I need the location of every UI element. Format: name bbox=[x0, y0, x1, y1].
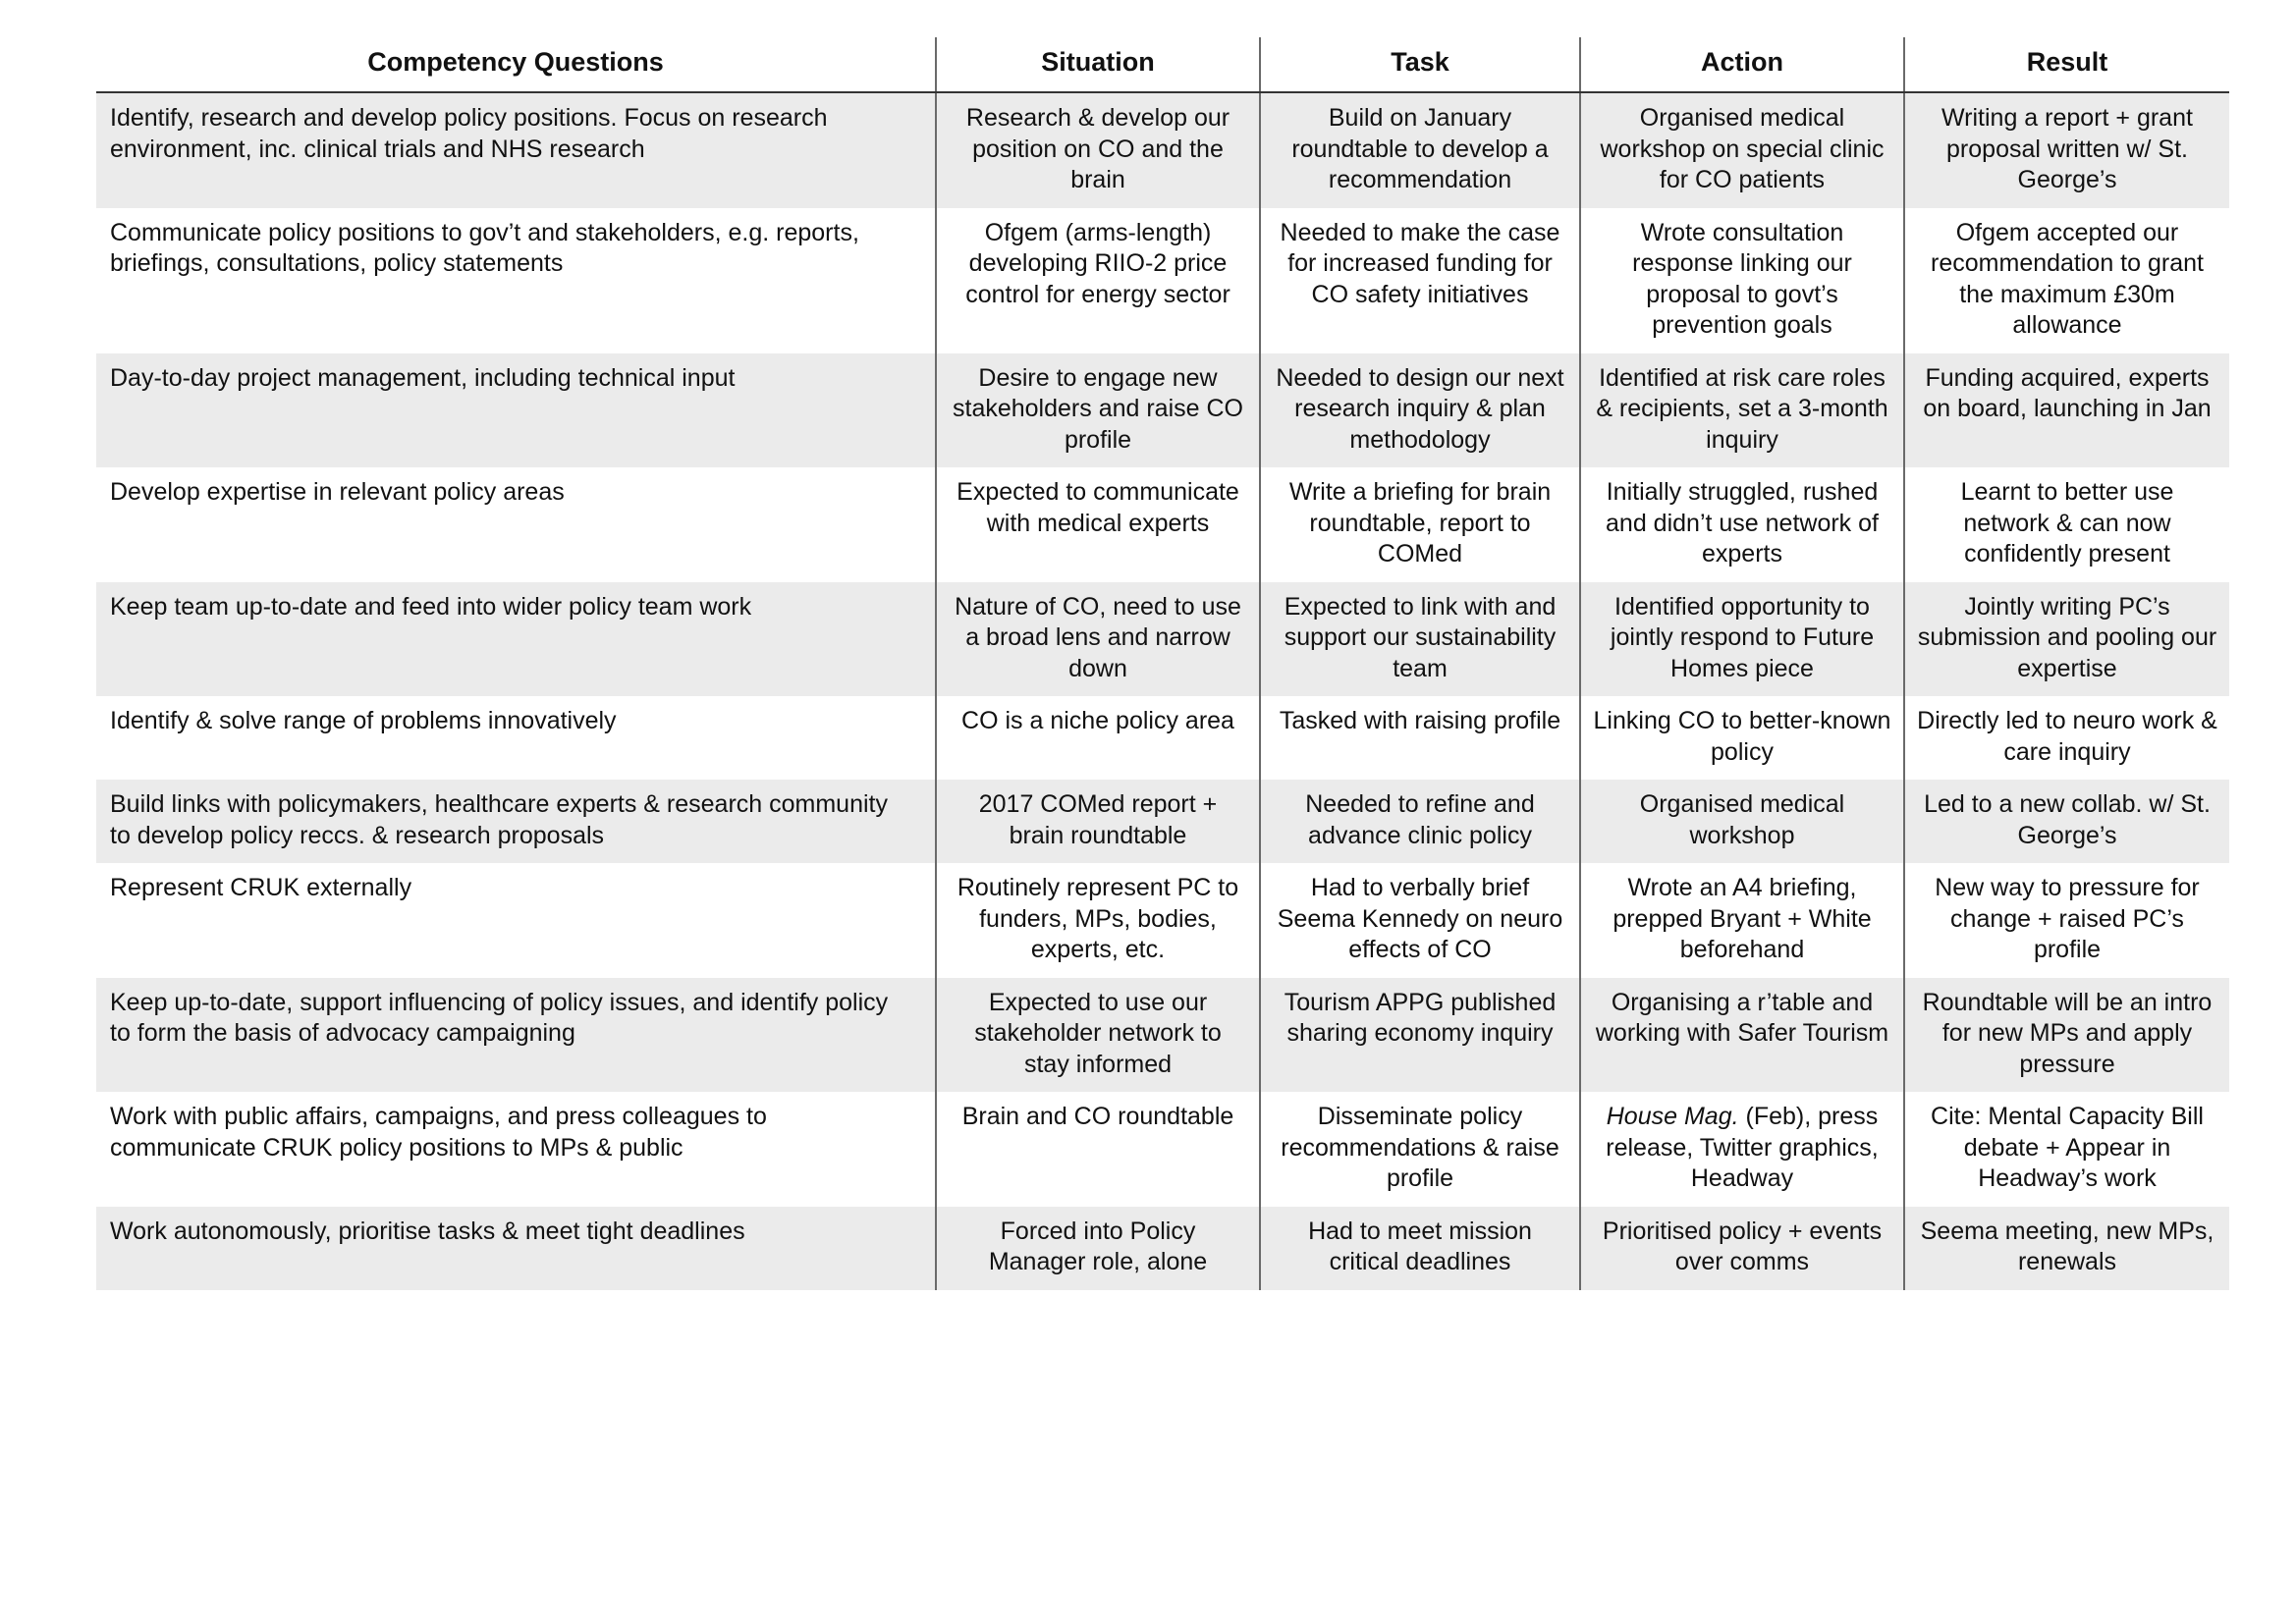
table-row bbox=[96, 208, 2229, 353]
cell-situation: CO is a niche policy area bbox=[936, 696, 1260, 780]
cell-task: Tourism APPG published sharing economy inquiry bbox=[1260, 978, 1580, 1093]
cell-action: Identified opportunity to jointly respond to Future Homes piece bbox=[1580, 582, 1904, 697]
cell-competency-questions: Build links with policymakers, healthcare experts & research community to develop policy reccs. & research proposals bbox=[110, 790, 888, 849]
cell-action: Linking CO to better-known policy bbox=[1580, 696, 1904, 780]
cell-action: Identified at risk care roles & recipients, set a 3-month inquiry bbox=[1580, 353, 1904, 468]
cell-result: Directly led to neuro work & care inquiry bbox=[1904, 696, 2229, 780]
competency-star-table bbox=[96, 37, 2229, 1290]
cell-result: Funding acquired, experts on board, launching in Jan bbox=[1904, 353, 2229, 468]
cell-situation: Nature of CO, need to use a broad lens and narrow down bbox=[936, 582, 1260, 697]
cell-situation: Research & develop our position on CO and the brain bbox=[936, 92, 1260, 208]
cell-action: Initially struggled, rushed and didn’t use network of experts bbox=[1580, 467, 1904, 582]
cell-situation: Forced into Policy Manager role, alone bbox=[936, 1207, 1260, 1290]
table-row bbox=[96, 863, 2229, 978]
cell-result: New way to pressure for change + raised PC’s profile bbox=[1904, 863, 2229, 978]
cell-situation: Expected to communicate with medical experts bbox=[936, 467, 1260, 582]
table-row bbox=[96, 780, 2229, 863]
cell-action: Organising a r’table and working with Safer Tourism bbox=[1580, 978, 1904, 1093]
table-row bbox=[96, 696, 2229, 780]
cell-competency-questions: Develop expertise in relevant policy areas bbox=[110, 478, 565, 506]
table-row bbox=[96, 1092, 2229, 1207]
cell-situation: 2017 COMed report + brain roundtable bbox=[936, 780, 1260, 863]
cell-situation: Expected to use our stakeholder network to stay informed bbox=[936, 978, 1260, 1093]
cell-action: Wrote consultation response linking our proposal to govt’s prevention goals bbox=[1580, 208, 1904, 353]
cell-competency-questions: Keep team up-to-date and feed into wider policy team work bbox=[110, 592, 752, 621]
table-row bbox=[96, 1207, 2229, 1290]
italic-text-segment: House Mag. bbox=[1606, 1103, 1739, 1130]
cell-result: Jointly writing PC’s submission and pooling our expertise bbox=[1904, 582, 2229, 697]
cell-result: Roundtable will be an intro for new MPs and apply pressure bbox=[1904, 978, 2229, 1093]
cell-competency-questions: Identify, research and develop policy positions. Focus on research environment, inc. clinical trials and NHS research bbox=[110, 104, 828, 163]
table-body bbox=[96, 92, 2229, 1290]
cell-task: Disseminate policy recommendations & raise profile bbox=[1260, 1092, 1580, 1207]
column-header-competency-questions: Competency Questions bbox=[96, 37, 936, 92]
cell-task: Needed to make the case for increased funding for CO safety initiatives bbox=[1260, 208, 1580, 353]
table-row bbox=[96, 978, 2229, 1093]
table-row bbox=[96, 353, 2229, 468]
cell-task: Write a briefing for brain roundtable, report to COMed bbox=[1260, 467, 1580, 582]
cell-result: Led to a new collab. w/ St. George’s bbox=[1904, 780, 2229, 863]
cell-result: Writing a report + grant proposal written w/ St. George’s bbox=[1904, 92, 2229, 208]
cell-competency-questions: Identify & solve range of problems innovatively bbox=[110, 707, 617, 734]
cell-task: Tasked with raising profile bbox=[1260, 696, 1580, 780]
cell-situation: Desire to engage new stakeholders and raise CO profile bbox=[936, 353, 1260, 468]
cell-action bbox=[1580, 1092, 1904, 1207]
cell-result: Seema meeting, new MPs, renewals bbox=[1904, 1207, 2229, 1290]
cell-task: Build on January roundtable to develop a recommendation bbox=[1260, 92, 1580, 208]
cell-competency-questions: Communicate policy positions to gov’t and stakeholders, e.g. reports, briefings, consultations, policy statements bbox=[110, 218, 859, 277]
cell-result: Learnt to better use network & can now confidently present bbox=[1904, 467, 2229, 582]
cell-task: Had to verbally brief Seema Kennedy on neuro effects of CO bbox=[1260, 863, 1580, 978]
cell-situation: Routinely represent PC to funders, MPs, bodies, experts, etc. bbox=[936, 863, 1260, 978]
column-header-situation: Situation bbox=[936, 37, 1260, 92]
cell-situation: Brain and CO roundtable bbox=[936, 1092, 1260, 1207]
cell-competency-questions: Represent CRUK externally bbox=[110, 874, 412, 901]
cell-competency-questions: Day-to-day project management, including technical input bbox=[110, 363, 736, 392]
cell-action: Prioritised policy + events over comms bbox=[1580, 1207, 1904, 1290]
table-row bbox=[96, 582, 2229, 697]
cell-result: Cite: Mental Capacity Bill debate + Appear in Headway’s work bbox=[1904, 1092, 2229, 1207]
column-header-action: Action bbox=[1580, 37, 1904, 92]
cell-situation: Ofgem (arms-length) developing RIIO-2 price control for energy sector bbox=[936, 208, 1260, 353]
cell-result: Ofgem accepted our recommendation to grant the maximum £30m allowance bbox=[1904, 208, 2229, 353]
text-segment: (Feb), press release, Twitter graphics, Headway bbox=[1606, 1103, 1879, 1192]
cell-action: Organised medical workshop on special clinic for CO patients bbox=[1580, 92, 1904, 208]
column-header-result: Result bbox=[1904, 37, 2229, 92]
cell-action: Wrote an A4 briefing, prepped Bryant + White beforehand bbox=[1580, 863, 1904, 978]
cell-task: Needed to refine and advance clinic policy bbox=[1260, 780, 1580, 863]
table-row bbox=[96, 92, 2229, 208]
column-header-task: Task bbox=[1260, 37, 1580, 92]
cell-competency-questions: Work autonomously, prioritise tasks & meet tight deadlines bbox=[110, 1217, 745, 1245]
cell-task: Expected to link with and support our sustainability team bbox=[1260, 582, 1580, 697]
cell-competency-questions: Keep up-to-date, support influencing of policy issues, and identify policy to form the basis of advocacy campaigning bbox=[110, 988, 889, 1047]
cell-task: Needed to design our next research inquiry & plan methodology bbox=[1260, 353, 1580, 468]
cell-competency-questions: Work with public affairs, campaigns, and press colleagues to communicate CRUK policy positions to MPs & public bbox=[110, 1103, 767, 1162]
header-row bbox=[96, 37, 2229, 92]
cell-action: Organised medical workshop bbox=[1580, 780, 1904, 863]
cell-task: Had to meet mission critical deadlines bbox=[1260, 1207, 1580, 1290]
table-row bbox=[96, 467, 2229, 582]
